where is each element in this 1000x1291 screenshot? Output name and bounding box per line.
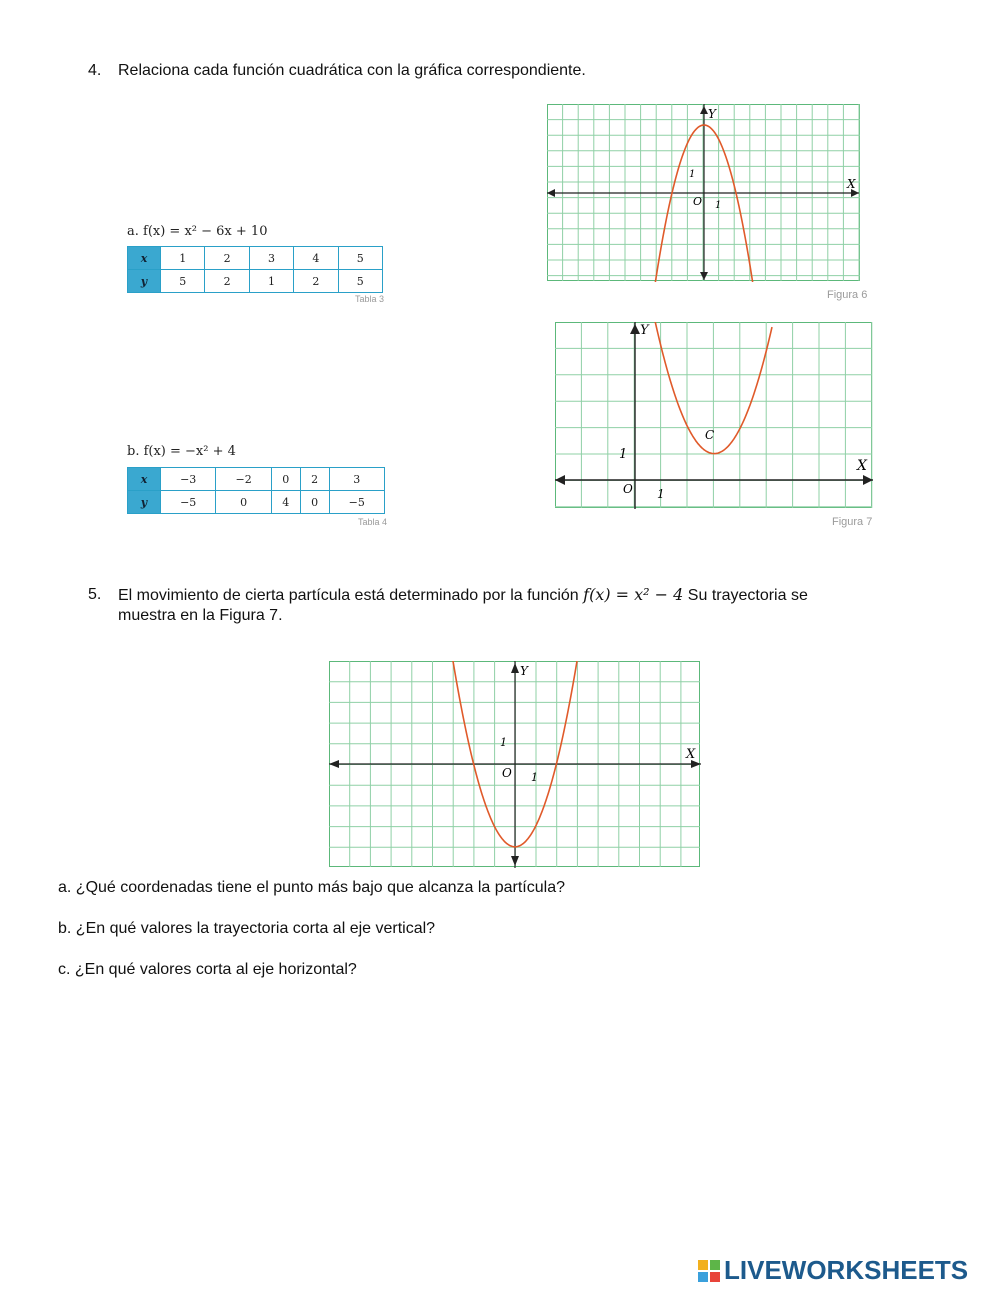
question-4-text: Relaciona cada función cuadrática con la gráfica correspondiente.	[118, 62, 586, 79]
table-a-caption: Tabla 3	[355, 294, 385, 304]
table-b-cell: 0	[300, 491, 329, 514]
table-b-cell: 0	[216, 491, 271, 514]
table-a-y-head: y	[128, 270, 161, 293]
table-b-caption: Tabla 4	[358, 517, 388, 527]
origin-label: O	[502, 766, 512, 780]
question-5c: c. ¿En qué valores corta al eje horizontal?	[58, 961, 357, 978]
table-a-cell: 1	[249, 270, 293, 293]
liveworksheets-logo	[698, 1255, 968, 1286]
table-b-cell: 0	[271, 468, 300, 491]
x-axis-label: X	[857, 458, 867, 474]
table-a-cell: 2	[205, 270, 249, 293]
table-a-cell: 5	[338, 270, 382, 293]
table-a-cell: 2	[205, 247, 249, 270]
origin-label: O	[693, 195, 703, 208]
vertex-label: C	[705, 428, 715, 442]
table-b-cell: −2	[216, 468, 271, 491]
figure-7-caption: Figura 7	[832, 516, 873, 528]
y-axis-label: Y	[640, 323, 649, 338]
table-a-cell: 3	[249, 247, 293, 270]
figure-6-caption: Figura 6	[827, 289, 868, 301]
table-b-x-head: x	[128, 468, 161, 491]
function-a-label: a. f(x) = x² − 6x + 10	[127, 224, 268, 239]
table-b-cell: 4	[271, 491, 300, 514]
table-b	[127, 467, 385, 514]
table-b-cell: 3	[329, 468, 384, 491]
table-a-cell: 1	[161, 247, 205, 270]
question-5-text: El movimiento de cierta partícula está determinado por la función	[118, 587, 579, 604]
table-a	[127, 246, 383, 293]
question-4-number: 4.	[88, 62, 102, 79]
figure-6-graph	[547, 104, 861, 282]
figure-q5-graph	[329, 661, 701, 868]
origin-label: O	[623, 482, 633, 496]
table-b-cell: −5	[161, 491, 216, 514]
table-a-cell: 4	[294, 247, 338, 270]
function-b-label: b. f(x) = −x² + 4	[127, 444, 236, 459]
table-b-cell: 2	[300, 468, 329, 491]
table-a-cell: 2	[294, 270, 338, 293]
figure-7-graph	[555, 322, 873, 509]
x-unit-label: 1	[715, 200, 722, 211]
y-unit-label: 1	[619, 447, 628, 462]
table-b-y-head: y	[128, 491, 161, 514]
table-b-cell: −5	[329, 491, 384, 514]
x-unit-label: 1	[657, 487, 665, 501]
table-a-cell: 5	[161, 270, 205, 293]
table-a-x-head: x	[128, 247, 161, 270]
question-5-text-after: Su trayectoria se	[687, 587, 808, 604]
y-unit-label: 1	[689, 169, 696, 180]
question-5-number: 5.	[88, 586, 102, 603]
y-axis-label: Y	[520, 664, 528, 678]
logo-text: LIVEWORKSHEETS	[724, 1255, 969, 1285]
question-5a: a. ¿Qué coordenadas tiene el punto más bajo que alcanza la partícula?	[58, 879, 565, 896]
question-5-formula: f(x) = x² − 4	[583, 585, 684, 604]
x-unit-label: 1	[531, 771, 538, 784]
y-unit-label: 1	[500, 736, 507, 749]
y-axis-label: Y	[708, 107, 716, 121]
x-axis-label: X	[847, 177, 856, 191]
question-5-line-2: muestra en la Figura 7.	[118, 607, 283, 624]
x-axis-label: X	[686, 747, 696, 762]
table-b-cell: −3	[161, 468, 216, 491]
logo-squares-icon	[698, 1260, 720, 1282]
table-a-cell: 5	[338, 247, 382, 270]
question-5b: b. ¿En qué valores la trayectoria corta al eje vertical?	[58, 920, 436, 937]
question-5-line-1	[118, 584, 918, 606]
